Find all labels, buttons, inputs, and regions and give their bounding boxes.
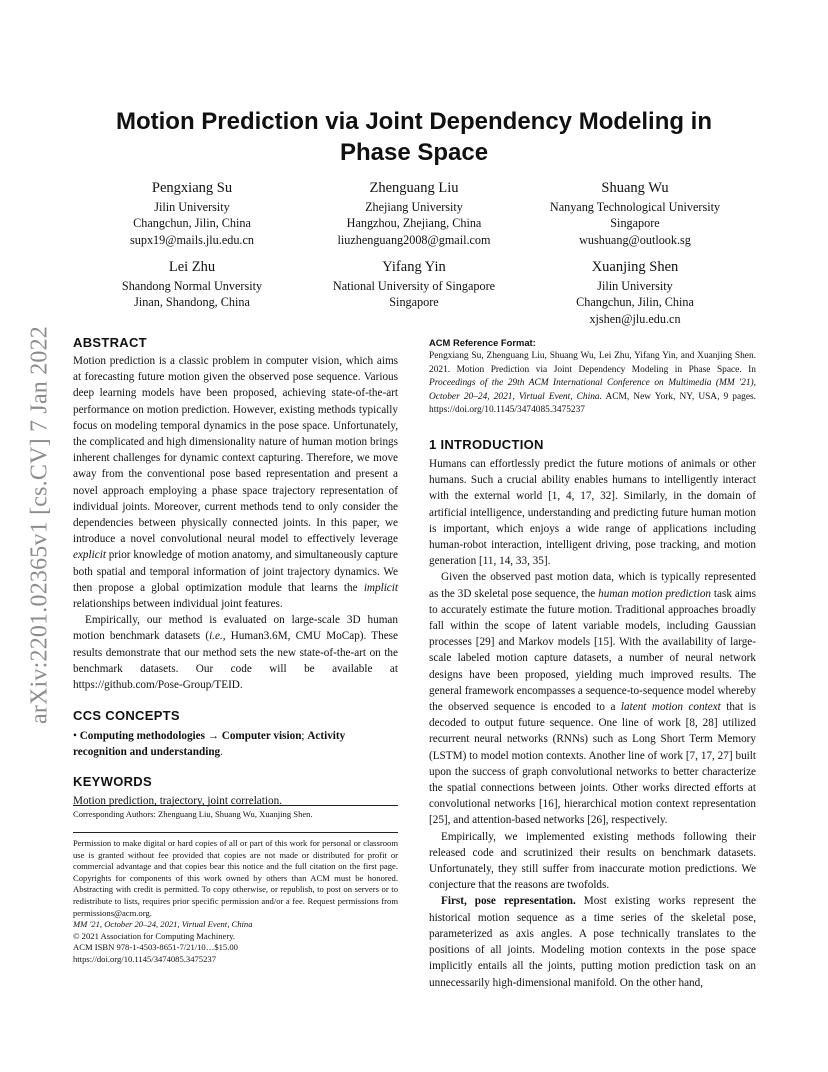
ccs-term: Computer vision bbox=[221, 730, 302, 743]
author-affiliation: Zhejiang University bbox=[365, 200, 463, 214]
intro-emphasis: latent motion context bbox=[620, 701, 721, 714]
intro-paragraph: Humans can effortlessly predict the future motions of animals or other humans. Such a crucial ability enables humans to intelligently interact with the external world [1, 4, 17, 32]. Similarly, in the domain of artificial intelligence, understanding and predicting future human motion is important, which enjoys a wide range of applications including human-robot interaction, intelligent driving, pose tracking, and motion generation [11, 14, 33, 35]. bbox=[429, 458, 756, 568]
footnote-rule bbox=[73, 805, 398, 806]
abstract-text: Human3.6M, CMU MoCap). These results demonstrate that our method sets the new state-of-the-art on the benchmark datasets. Our code will be available at https://github.com/Pose-Group/TEID. bbox=[73, 630, 398, 692]
permission-text: Permission to make digital or hard copies of all or part of this work for personal or classroom use is granted without fee provided that copies are not made or distributed for profit or commercial advantage and that copies bear this notice and the full citation on the first page. Copyrights for components of this work owned by others than ACM must be honored. Abstracting with credit is permitted. To copy otherwise, or republish, to post on servers or to redistribute to lists, requires prior specific permission and/or a fee. Request permissions from permissions@acm.org. bbox=[73, 838, 398, 918]
abstract-section bbox=[73, 334, 398, 809]
intro-text: task aims to accurately estimate the future motion. Traditional approaches broadly fall within the scope of latent variable models, including Gaussian processes [29] and Markov models [15]. With the availability of large-scale labeled motion capture datasets, a number of neural network designs have been proposed, yielding much improved results. The general framework encompasses a sequence-to-sequence model whereby the observed sequence is encoded to a bbox=[429, 587, 756, 714]
arrow-icon: → bbox=[207, 730, 219, 743]
corresponding-authors: Corresponding Authors: Zhenguang Liu, Shuang Wu, Xuanjing Shen. bbox=[73, 809, 313, 819]
intro-paragraph bbox=[429, 893, 756, 990]
author-block bbox=[92, 178, 292, 248]
isbn-line: ACM ISBN 978-1-4503-8651-7/21/10…$15.00 bbox=[73, 942, 238, 953]
abstract-emphasis: i.e., bbox=[209, 630, 226, 643]
ccs-concepts bbox=[73, 728, 398, 760]
abstract-text: Empirically, our method is evaluated on large-scale 3D human motion benchmark datasets ( bbox=[73, 614, 398, 643]
introduction-heading: 1 INTRODUCTION bbox=[429, 437, 544, 452]
author-name: Xuanjing Shen bbox=[591, 259, 679, 275]
abstract-text: Motion prediction is a classic problem in computer vision, which aims at forecasting future motion given the observed pose sequence. Various deep learning models have been proposed, achieving state-of-the-art performance on motion prediction. However, existing methods typically focus on modeling temporal dynamics in the pose space. Unfortunately, the complicated and high dimensionality nature of human motion brings inherent challenges for dynamic context capturing. Therefore, we move away from the conventional pose based representation and present a novel approach employing a phase space trajectory representation of individual joints. Moreover, current methods tend to only consider the dependencies between physically connected joints. In this paper, we introduce a novel convolutional neural model to effectively leverage bbox=[73, 355, 398, 546]
bullet: • bbox=[73, 730, 77, 743]
author-name: Yifang Yin bbox=[382, 259, 446, 275]
author-location: Singapore bbox=[610, 216, 660, 231]
author-block bbox=[92, 257, 292, 311]
author-block bbox=[314, 257, 514, 311]
keywords-text: Motion prediction, trajectory, joint correlation. bbox=[73, 794, 282, 807]
doi-link[interactable]: https://doi.org/10.1145/3474085.3475237 bbox=[73, 953, 216, 964]
abstract-text: prior knowledge of motion anatomy, and simultaneously capture both spatial and temporal information of joint trajectory dynamics. We then propose a global optimization module that learns the bbox=[73, 549, 398, 594]
permission-block bbox=[73, 838, 398, 966]
reference-venue: Proceedings of the 29th ACM International Conference on Multimedia (MM '21), October 20–24, 2021, Virtual Event, China. bbox=[429, 378, 756, 402]
author-block bbox=[530, 178, 740, 248]
author-affiliation: Nanyang Technological University bbox=[549, 200, 721, 214]
author-block bbox=[530, 257, 740, 327]
abstract-paragraph bbox=[73, 612, 398, 693]
author-affiliation: Jilin University bbox=[597, 279, 673, 293]
ccs-term: Computing methodologies bbox=[79, 730, 205, 743]
abstract-paragraph bbox=[73, 353, 398, 612]
author-affiliation: National University of Singapore bbox=[332, 279, 496, 293]
author-location: Jinan, Shandong, China bbox=[134, 295, 250, 310]
separator: ; bbox=[301, 730, 305, 743]
author-name: Lei Zhu bbox=[168, 259, 216, 275]
author-location: Hangzhou, Zhejiang, China bbox=[346, 216, 482, 231]
author-email[interactable]: liuzhenguang2008@gmail.com bbox=[337, 232, 491, 247]
author-email[interactable]: wushuang@outlook.sg bbox=[579, 232, 691, 247]
paper-title: Motion Prediction via Joint Dependency Modeling in Phase Space bbox=[115, 108, 713, 166]
ccs-term: Activity recognition and understanding bbox=[73, 730, 346, 759]
reference-text: ACM, New York, NY, USA, 9 pages. https://doi.org/10.1145/3474085.3475237 bbox=[429, 391, 756, 416]
reference-text: Pengxiang Su, Zhenguang Liu, Shuang Wu, Lei Zhu, Yifang Yin, and Xuanjing Shen. 2021. Motion Prediction via Joint Dependency Modeling in Phase Space. In bbox=[429, 351, 756, 375]
author-affiliation: Shandong Normal Unversity bbox=[121, 279, 263, 293]
author-affiliation: Jilin University bbox=[154, 200, 230, 214]
author-location: Changchun, Jilin, China bbox=[576, 295, 694, 310]
period: . bbox=[220, 746, 223, 759]
abstract-emphasis: explicit bbox=[73, 549, 106, 562]
arxiv-sidebar-stamp bbox=[20, 290, 60, 760]
intro-run-in-heading: First, pose representation. bbox=[441, 895, 576, 908]
author-location: Singapore bbox=[389, 295, 439, 310]
acm-reference-section bbox=[429, 336, 756, 418]
ccs-heading: CCS CONCEPTS bbox=[73, 708, 180, 724]
intro-paragraph: Empirically, we implemented existing methods following their released code and scrutinized their results on benchmark datasets. Unfortunately, they still suffer from inaccurate motion predictions. We conjecture that the reasons are twofolds. bbox=[429, 830, 756, 892]
author-email[interactable]: xjshen@jlu.edu.cn bbox=[589, 311, 681, 326]
permission-rule bbox=[73, 832, 398, 833]
abstract-heading: ABSTRACT bbox=[73, 335, 147, 350]
intro-text: Most existing works represent the historical motion sequence as a time series of the skeletal pose, parameterized as axis angles. A pose technically translates to the positions of all joints. Modeling motion contexts in the pose space implicitly entails all the joints, putting motion prediction task on an unnecessarily high-dimensional manifold. On the other hand, bbox=[429, 895, 756, 989]
intro-paragraph bbox=[429, 569, 756, 828]
author-name: Pengxiang Su bbox=[151, 180, 233, 196]
keywords-heading: KEYWORDS bbox=[73, 773, 152, 789]
intro-text: that is decoded to output future sequence. One line of work [8, 28] utilized recurrent neural networks (RNNs) such as Long Short Term Memory (LSTM) to model motion contexts. Another line of work [7, 17, 27] built upon the success of graph convolutional networks to better characterize the spatial connections between joints. Other works directed efforts at convolutional networks [16], hierarchical motion context representation [25], and attention-based networks [26], respectively. bbox=[429, 701, 757, 827]
abstract-emphasis: implicit bbox=[363, 581, 398, 594]
intro-emphasis: human motion prediction bbox=[598, 587, 712, 600]
introduction-section bbox=[429, 436, 756, 991]
venue-line: MM '21, October 20–24, 2021, Virtual Event, China bbox=[73, 919, 253, 930]
arxiv-id: arXiv:2201.02365v1 [cs.CV] 7 Jan 2022 bbox=[26, 325, 53, 725]
intro-text: Given the observed past motion data, which is typically represented as the 3D skeletal pose sequence, the bbox=[429, 571, 756, 600]
acm-reference-label: ACM Reference Format: bbox=[429, 337, 536, 348]
abstract-text: relationships between individual joint features. bbox=[73, 598, 283, 611]
author-email[interactable]: supx19@mails.jlu.edu.cn bbox=[130, 232, 254, 247]
acm-reference-text bbox=[429, 350, 756, 418]
author-block bbox=[314, 178, 514, 248]
author-name: Shuang Wu bbox=[601, 180, 669, 196]
author-name: Zhenguang Liu bbox=[369, 180, 459, 196]
author-location: Changchun, Jilin, China bbox=[133, 216, 251, 231]
copyright-line: © 2021 Association for Computing Machinery. bbox=[73, 930, 236, 941]
corresponding-authors-note bbox=[73, 809, 398, 821]
